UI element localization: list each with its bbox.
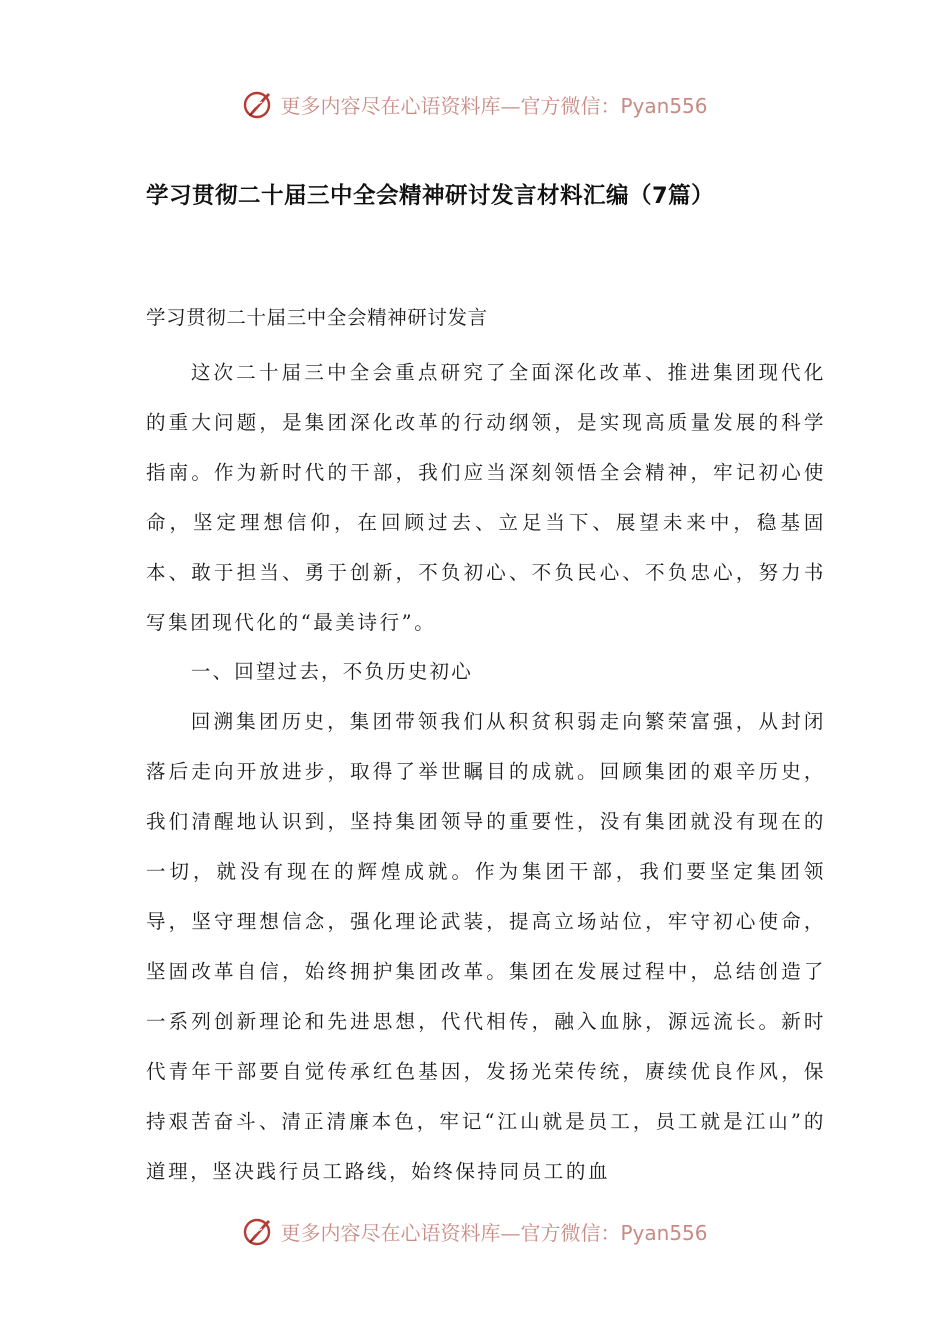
document-title: 学习贯彻二十届三中全会精神研讨发言材料汇编（7篇） (146, 183, 715, 209)
watermark-text: 更多内容尽在心语资料库—官方微信：Pyan556 (280, 93, 708, 118)
section-subtitle: 学习贯彻二十届三中全会精神研讨发言 (146, 306, 488, 329)
header-watermark (0, 84, 950, 124)
pen-logo-icon (242, 87, 276, 121)
watermark-text: 更多内容尽在心语资料库—官方微信：Pyan556 (280, 1220, 708, 1245)
document-body (146, 299, 826, 1196)
paragraph: 这次二十届三中全会重点研究了全面深化改革、推进集团现代化的重大问题，是集团深化改革的行动纲领，是实现高质量发展的科学指南。作为新时代的干部，我们应当深刻领悟全会精神，牢记初心使命，坚定理想信仰，在回顾过去、立足当下、展望未来中，稳基固本、敢于担当、勇于创新，不负初心、不负民心、不负忠心，努力书写集团现代化的“最美诗行”。 (146, 361, 826, 634)
footer-watermark (0, 1211, 950, 1251)
watermark-wechat-id: Pyan556 (620, 93, 708, 118)
pen-logo-icon (242, 1214, 276, 1248)
paragraph: 回溯集团历史，集团带领我们从积贫积弱走向繁荣富强，从封闭落后走向开放进步，取得了举世瞩目的成就。回顾集团的艰辛历史，我们清醒地认识到，坚持集团领导的重要性，没有集团就没有现在的一切，就没有现在的辉煌成就。作为集团干部，我们要坚定集团领导，坚守理想信念，强化理论武装，提高立场站位，牢守初心使命，坚固改革自信，始终拥护集团改革。集团在发展过程中，总结创造了一系列创新理论和先进思想，代代相传，融入血脉，源远流长。新时代青年干部要自觉传承红色基因，发扬光荣传统，赓续优良作风，保持艰苦奋斗、清正清廉本色，牢记“江山就是员工，员工就是江山”的道理，坚决践行员工路线，始终保持同员工的血 (146, 710, 826, 1183)
section-heading: 一、回望过去，不负历史初心 (190, 660, 473, 684)
watermark-wechat-id: Pyan556 (620, 1220, 708, 1245)
